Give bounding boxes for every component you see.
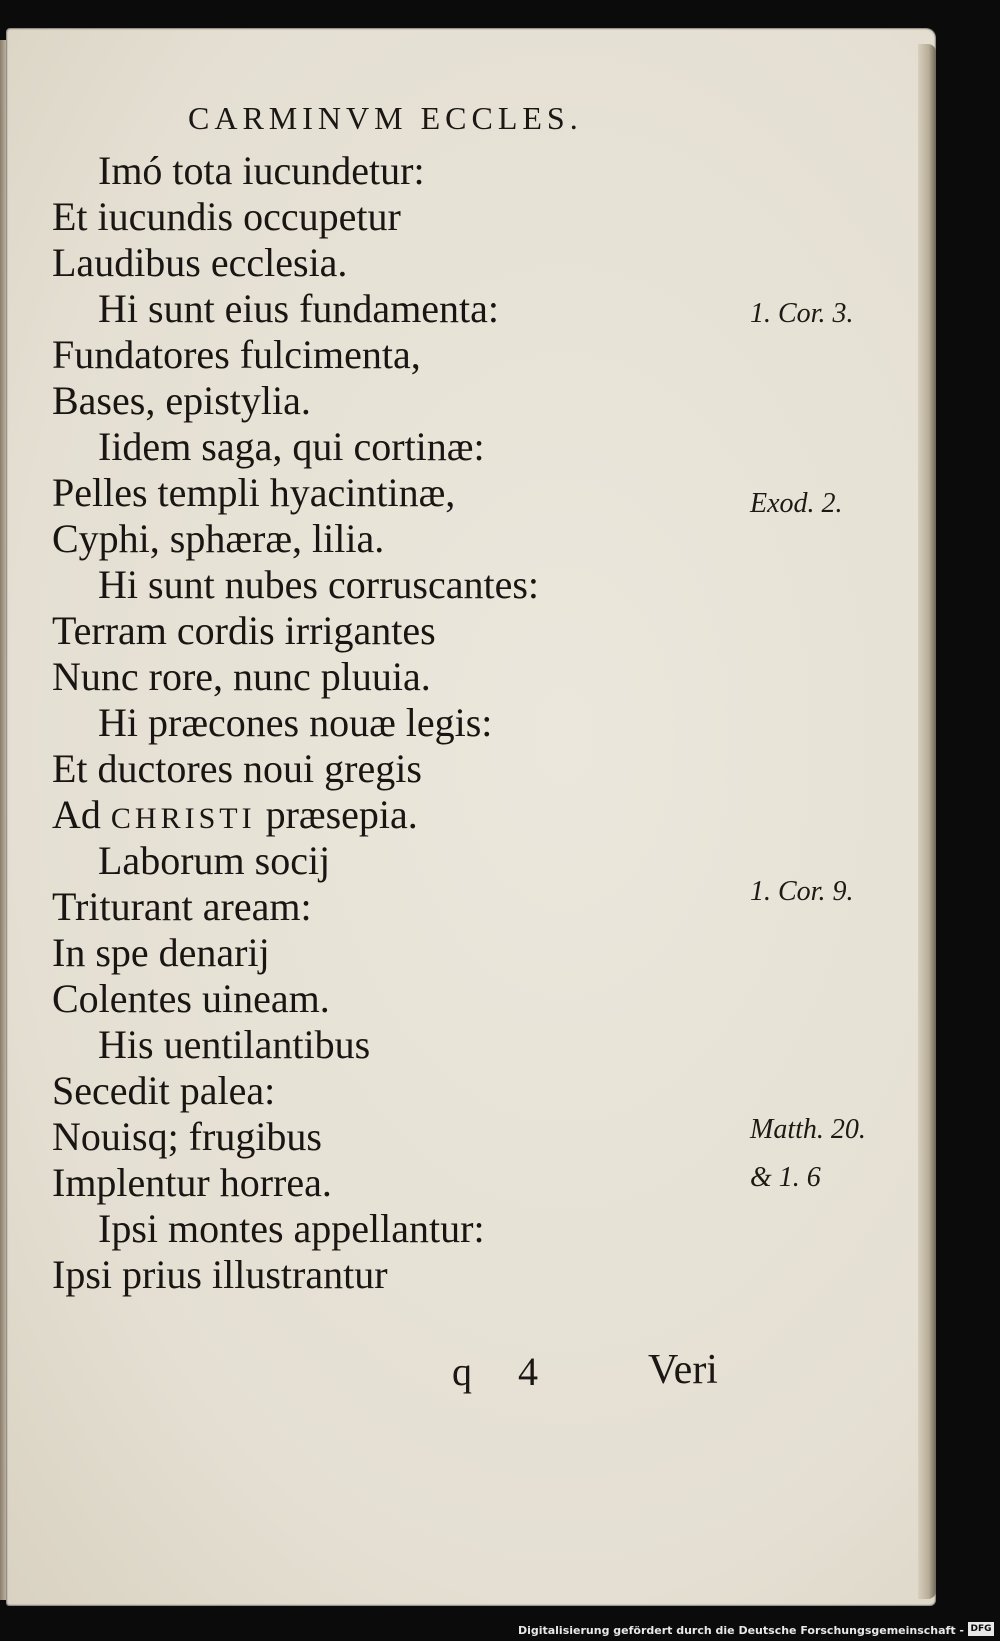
poem-line: Et ductores noui gregis	[52, 746, 422, 791]
poem-line: Fundatores fulcimenta,	[52, 332, 421, 377]
poem-line: Ipsi prius illustrantur	[52, 1252, 388, 1297]
poem-line: Iidem saga, qui cortinæ:	[98, 424, 485, 469]
poem-line: Nunc rore, nunc pluuia.	[52, 654, 431, 699]
poem-line: Ad CHRISTI præsepia.	[52, 792, 418, 837]
poem-line: Laudibus ecclesia.	[52, 240, 348, 285]
margin-note: Matth. 20.	[750, 1114, 866, 1145]
margin-note: 1. Cor. 3.	[750, 298, 854, 329]
poem-line: Bases, epistylia.	[52, 378, 311, 423]
poem-line: Hi sunt nubes corruscantes:	[98, 562, 540, 607]
poem-line: In spe denarij	[52, 930, 270, 975]
poem-line: Hi præcones nouæ legis:	[98, 700, 493, 745]
margin-note: Exod. 2.	[750, 488, 843, 519]
signature-mark: q 4	[452, 1349, 556, 1394]
poem-line: Triturant aream:	[52, 884, 312, 929]
poem-line: Terram cordis irrigantes	[52, 608, 436, 653]
catchword: Veri	[648, 1347, 718, 1393]
poem-line: Ipsi montes appellantur:	[98, 1206, 485, 1251]
poem-line: Implentur horrea.	[52, 1160, 332, 1205]
poem-line: Colentes uineam.	[52, 976, 330, 1021]
dfg-logo: DFG	[968, 1622, 994, 1636]
poem-line: Nouisq; frugibus	[52, 1114, 322, 1159]
margin-note: & 1. 6	[750, 1162, 821, 1193]
poem-line: Hi sunt eius fundamenta:	[98, 286, 500, 331]
small-caps-christi: CHRISTI	[110, 802, 256, 835]
page-right-edge	[918, 44, 936, 1599]
poem-line: Secedit palea:	[52, 1068, 276, 1113]
poem-line: Laborum socij	[98, 838, 331, 883]
poem-line: Imó tota iucundetur:	[98, 148, 425, 193]
poem-line: Cyphi, sphæræ, lilia.	[52, 516, 385, 561]
margin-note: 1. Cor. 9.	[750, 876, 854, 907]
running-header: CARMINVM ECCLES.	[188, 100, 583, 136]
poem-line: Pelles templi hyacintinæ,	[52, 470, 456, 515]
funding-credit: Digitalisierung gefördert durch die Deutsche Forschungsgemeinschaft -	[517, 1624, 964, 1637]
poem-line: His uentilantibus	[98, 1022, 371, 1067]
poem-line: Et iucundis occupetur	[52, 194, 401, 239]
